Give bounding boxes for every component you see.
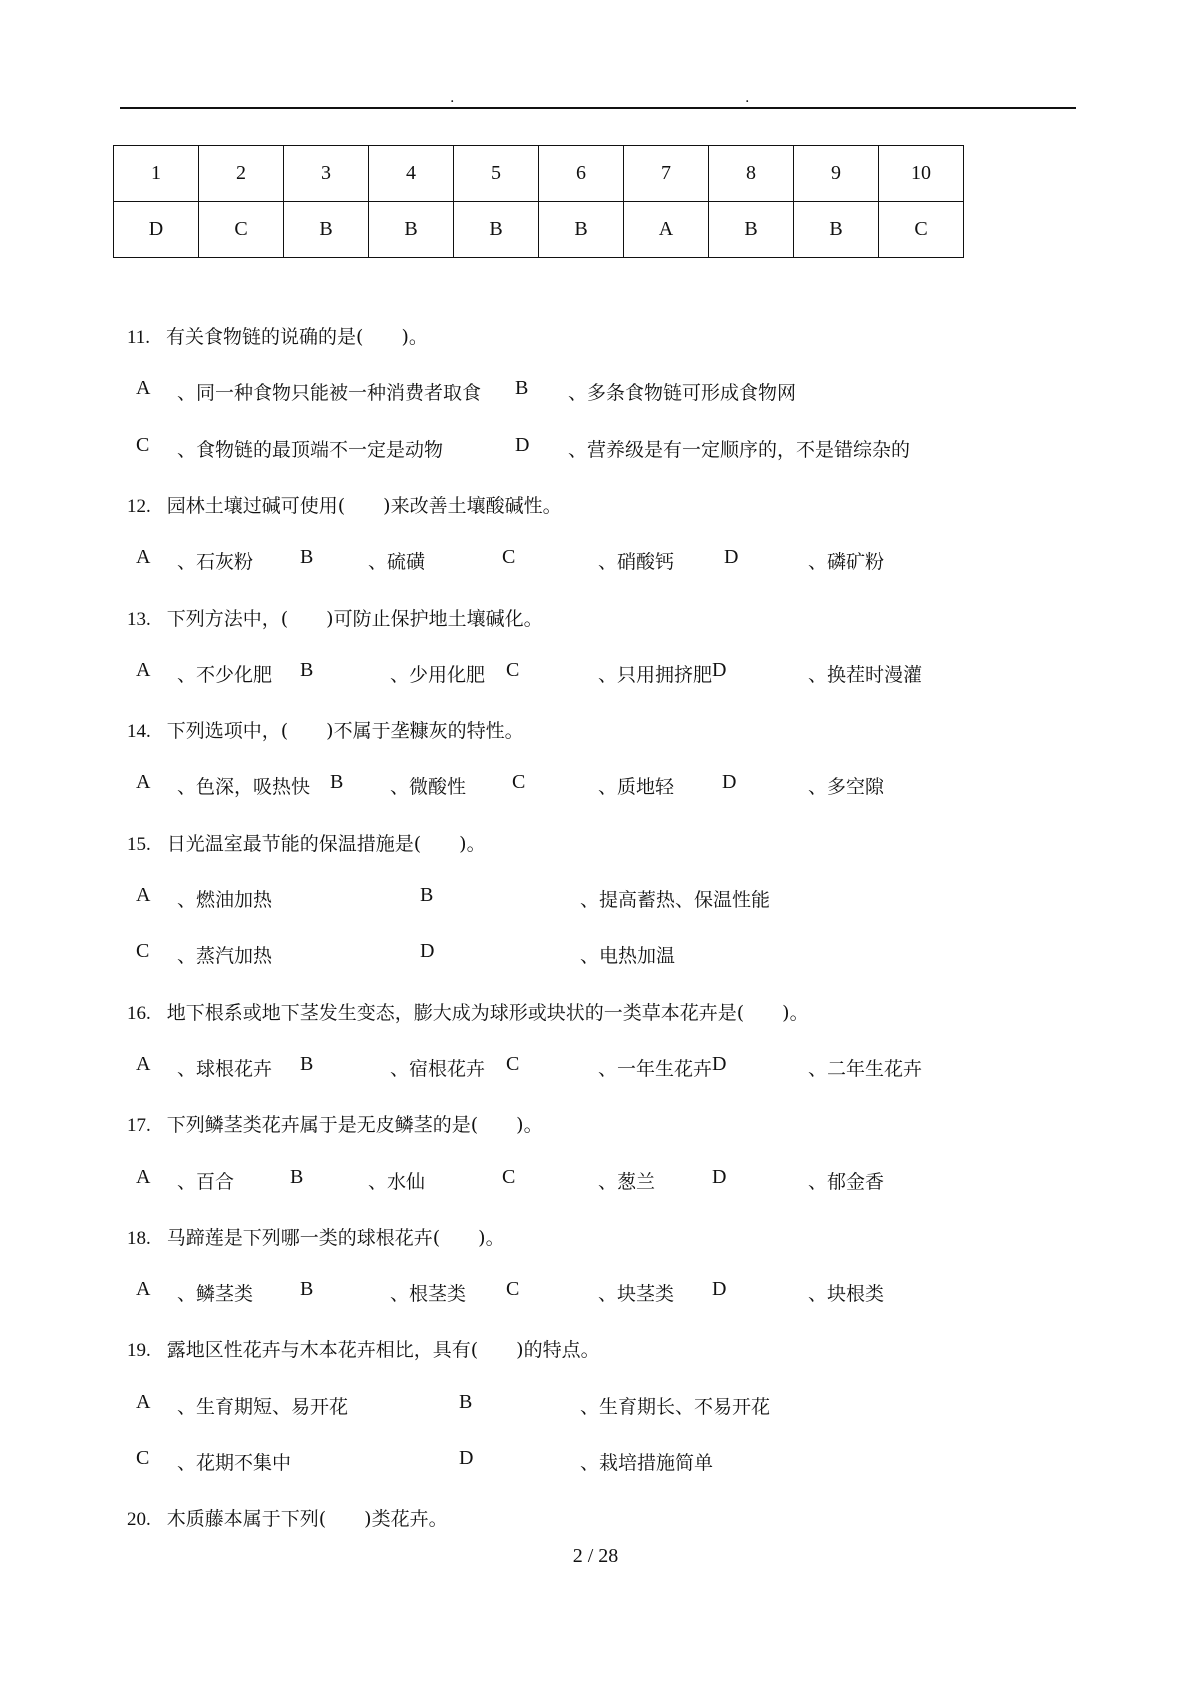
option-text: 、鳞茎类 (177, 1283, 254, 1306)
answer-letter-cell: B (709, 202, 794, 258)
question-stem (127, 491, 562, 518)
answer-table (113, 145, 964, 258)
answer-letter-cell: D (114, 202, 199, 258)
header-dot-right: . (745, 90, 750, 106)
answer-number-cell: 9 (794, 146, 879, 202)
option-text: 、换茬时漫灌 (808, 663, 923, 686)
option-letter: C (506, 658, 520, 681)
option-letter: D (712, 1165, 727, 1188)
option-text: 、百合 (177, 1170, 235, 1193)
answer-letter-cell: B (539, 202, 624, 258)
option-letter: C (136, 1447, 150, 1469)
question-number: 12. (127, 495, 151, 517)
question-stem (127, 322, 428, 349)
answer-number-cell: 7 (624, 146, 709, 202)
option-letter: B (290, 1165, 304, 1188)
question-text: 露地区性花卉与木本花卉相比，具有( )的特点。 (166, 1339, 600, 1362)
question-stem (127, 1504, 448, 1531)
option-text: 、提高蓄热、保温性能 (580, 889, 771, 911)
option-text: 、色深，吸热快 (177, 776, 311, 799)
option-letter: D (712, 1052, 727, 1075)
option-letter: D (515, 433, 530, 456)
question-number: 19. (127, 1340, 151, 1362)
option-text: 、不少化肥 (177, 663, 273, 686)
option-letter: B (300, 1052, 314, 1075)
option-letter: C (512, 771, 526, 794)
question-stem (127, 604, 543, 631)
option-text: 、同一种食物只能被一种消费者取食 (177, 382, 482, 405)
question-text: 园林土壤过碱可使用( )来改善土壤酸碱性。 (166, 494, 562, 517)
option-text: 、少用化肥 (390, 663, 486, 686)
question-text: 下列方法中，( )可防止保护地土壤碱化。 (166, 607, 543, 630)
option-text: 、硝酸钙 (598, 551, 675, 574)
option-text: 、块根类 (808, 1283, 885, 1306)
option-text: 、生育期短、易开花 (177, 1395, 349, 1418)
option-text: 、燃油加热 (177, 889, 273, 911)
option-letter: D (712, 1278, 727, 1301)
question-number: 16. (127, 1002, 151, 1024)
answer-number-cell: 1 (114, 146, 199, 202)
question-text: 下列鳞茎类花卉属于是无皮鳞茎的是( )。 (166, 1114, 543, 1137)
option-letter: C (502, 1165, 516, 1188)
option-text: 、硫磺 (368, 551, 426, 574)
option-text: 、微酸性 (390, 776, 467, 799)
answer-number-cell: 6 (539, 146, 624, 202)
option-text: 、营养级是有一定顺序的，不是错综杂的 (568, 438, 911, 461)
option-letter: A (136, 1390, 151, 1413)
option-letter: C (502, 546, 516, 569)
question-number: 17. (127, 1115, 151, 1137)
option-letter: B (459, 1390, 473, 1413)
option-text: 、蒸汽加热 (177, 945, 273, 968)
question-stem (127, 1335, 600, 1362)
question-stem (127, 998, 809, 1025)
option-text: 、磷矿粉 (808, 551, 885, 574)
option-text: 、多空隙 (808, 776, 885, 799)
option-text: 、块茎类 (598, 1283, 675, 1306)
option-letter: B (300, 658, 314, 681)
option-text: 、水仙 (368, 1170, 426, 1193)
option-text: 、生育期长、不易开花 (580, 1395, 771, 1418)
option-text: 、石灰粉 (177, 551, 254, 574)
answer-letter-cell: A (624, 202, 709, 258)
option-letter: B (420, 884, 434, 906)
option-letter: B (330, 771, 344, 794)
option-text: 、宿根花卉 (390, 1057, 486, 1080)
question-number: 18. (127, 1227, 151, 1249)
answer-number-cell: 8 (709, 146, 794, 202)
option-letter: A (136, 884, 151, 906)
question-stem (127, 1110, 543, 1137)
question-number: 15. (127, 833, 151, 855)
option-letter: C (506, 1278, 520, 1301)
option-text: 、花期不集中 (177, 1452, 292, 1474)
option-text: 、葱兰 (598, 1170, 656, 1193)
option-letter: A (136, 377, 151, 400)
answer-letter-cell: B (794, 202, 879, 258)
header-rule (120, 107, 1076, 109)
answer-number-cell: 5 (454, 146, 539, 202)
question-text: 有关食物链的说确的是( )。 (166, 326, 428, 348)
option-letter: D (722, 771, 737, 794)
option-text: 、二年生花卉 (808, 1057, 923, 1080)
question-stem (127, 716, 524, 743)
question-stem (127, 829, 486, 856)
question-number: 11. (127, 327, 151, 348)
question-number: 20. (127, 1509, 151, 1531)
option-letter: A (136, 1165, 151, 1188)
answer-letter-cell: B (284, 202, 369, 258)
option-letter: C (136, 433, 150, 456)
question-text: 木质藤本属于下列( )类花卉。 (166, 1508, 448, 1531)
answer-number-cell: 4 (369, 146, 454, 202)
option-text: 、栽培措施简单 (580, 1452, 714, 1474)
question-text: 日光温室最节能的保温措施是( )。 (166, 832, 486, 855)
answer-letter-cell: B (369, 202, 454, 258)
header-dot-left: . (450, 90, 455, 106)
answer-table-number-row (114, 146, 964, 202)
option-letter: D (420, 940, 435, 963)
option-letter: B (300, 546, 314, 569)
answer-number-cell: 2 (199, 146, 284, 202)
question-number: 14. (127, 721, 151, 743)
option-letter: A (136, 546, 151, 569)
answer-letter-cell: B (454, 202, 539, 258)
option-text: 、一年生花卉 (598, 1057, 713, 1080)
option-letter: B (515, 377, 529, 400)
question-number: 13. (127, 608, 151, 630)
option-letter: D (712, 658, 727, 681)
option-text: 、多条食物链可形成食物网 (568, 382, 797, 405)
option-letter: D (724, 546, 739, 569)
answer-number-cell: 3 (284, 146, 369, 202)
answer-letter-cell: C (879, 202, 964, 258)
question-stem (127, 1223, 505, 1250)
option-text: 、球根花卉 (177, 1057, 273, 1080)
option-text: 、食物链的最顶端不一定是动物 (177, 438, 444, 461)
question-text: 下列选项中，( )不属于垄糠灰的特性。 (166, 720, 524, 743)
answer-table-answer-row (114, 202, 964, 258)
option-letter: A (136, 1278, 151, 1301)
option-text: 、郁金香 (808, 1170, 885, 1193)
option-text: 、质地轻 (598, 776, 675, 799)
option-letter: A (136, 1052, 151, 1075)
question-text: 地下根系或地下茎发生变态，膨大成为球形或块状的一类草本花卉是( )。 (166, 1001, 809, 1024)
option-letter: D (459, 1447, 474, 1469)
option-letter: A (136, 658, 151, 681)
answer-letter-cell: C (199, 202, 284, 258)
option-text: 、只用拥挤肥 (598, 663, 713, 686)
page-number: 2 / 28 (572, 1545, 619, 1567)
question-text: 马蹄莲是下列哪一类的球根花卉( )。 (166, 1226, 505, 1249)
option-letter: C (136, 940, 150, 963)
option-letter: A (136, 771, 151, 794)
option-text: 、根茎类 (390, 1283, 467, 1306)
option-text: 、电热加温 (580, 945, 676, 968)
answer-number-cell: 10 (879, 146, 964, 202)
option-letter: B (300, 1278, 314, 1301)
option-letter: C (506, 1052, 520, 1075)
